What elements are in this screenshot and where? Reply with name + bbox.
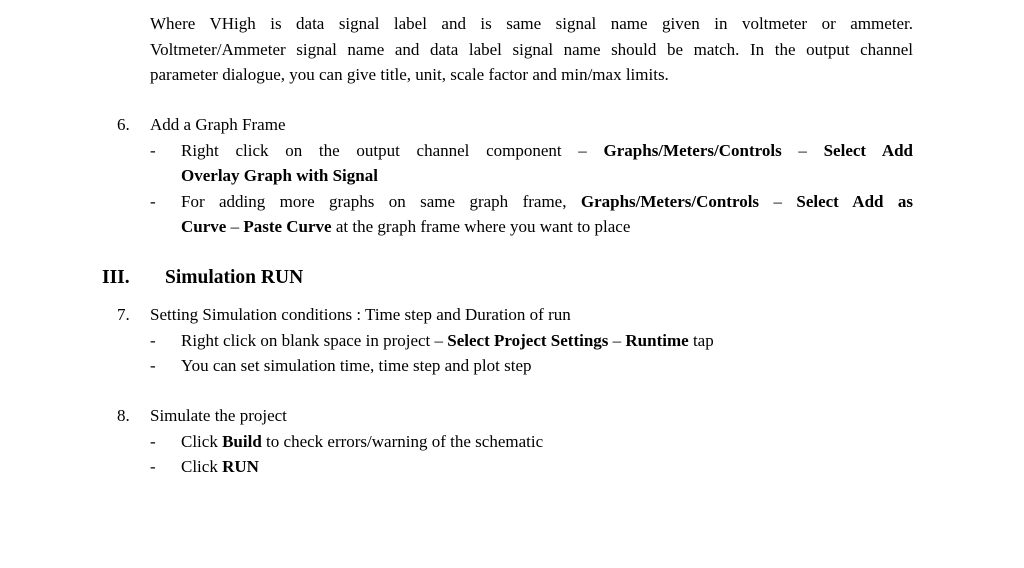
bullet-bold-text: Select Project Settings: [447, 330, 609, 350]
bullet-text: –: [759, 191, 797, 211]
bullet-dash: -: [150, 457, 156, 476]
step-number: 7.: [117, 305, 130, 324]
bullet-text: Right click on blank space in project –: [181, 330, 448, 350]
bullet-item: [150, 328, 913, 354]
section-number: III.: [102, 267, 130, 288]
bullet-item: [150, 138, 913, 189]
bullet-bold-text: Runtime: [625, 330, 689, 350]
bullet-item: [150, 429, 913, 455]
bullet-item: [150, 189, 913, 240]
step-7: [117, 302, 913, 379]
bullet-text: Click: [181, 431, 223, 451]
bullet-dash: -: [150, 330, 156, 350]
section-heading: [102, 265, 303, 291]
section-title: Simulation RUN: [165, 267, 304, 288]
bullet-bold-text: Graphs/Meters/Controls: [580, 191, 760, 211]
bullet-text: –: [608, 330, 626, 350]
intro-paragraph: [150, 11, 913, 88]
bullet-bold-text: Select Add: [823, 140, 914, 160]
bullet-text: For adding more graphs on same graph frame,: [181, 191, 581, 211]
bullet-bold-text: Paste Curve: [243, 217, 332, 236]
bullet-bold-text: Curve: [181, 217, 227, 236]
bullet-text: –: [781, 140, 824, 160]
step-title: Setting Simulation conditions : Time step and Duration of run: [150, 305, 571, 324]
bullet-dash: -: [150, 140, 156, 160]
bullet-bold-text: Select Add as: [796, 191, 914, 211]
bullet-item: [150, 454, 913, 480]
bullet-dash: -: [150, 356, 156, 375]
bullet-bold-text: Build: [222, 431, 262, 451]
bullet-text: You can set simulation time, time step and plot step: [181, 356, 532, 375]
step-title: Simulate the project: [150, 406, 287, 425]
step-number: 8.: [117, 406, 130, 425]
bullet-bold-text: Overlay Graph with Signal: [181, 166, 378, 185]
intro-line: Voltmeter/Ammeter signal name and data label signal name should be match. In the output channel: [150, 39, 913, 59]
bullet-bold-text: RUN: [222, 457, 259, 476]
intro-line: parameter dialogue, you can give title, unit, scale factor and min/max limits.: [150, 65, 669, 84]
step-number: 6.: [117, 115, 130, 134]
bullet-text: Click: [181, 457, 223, 476]
bullet-text: at the graph frame where you want to place: [331, 217, 631, 236]
bullet-text: to check errors/warning of the schematic: [261, 431, 544, 451]
bullet-text: –: [226, 217, 244, 236]
bullet-item: [150, 353, 913, 379]
step-title: Add a Graph Frame: [150, 115, 286, 134]
intro-line: Where VHigh is data signal label and is same signal name given in voltmeter or ammeter.: [150, 14, 913, 33]
bullet-dash: -: [150, 191, 156, 211]
bullet-text: tap: [688, 330, 714, 350]
bullet-text: Right click on the output channel component –: [181, 140, 604, 160]
bullet-bold-text: Graphs/Meters/Controls: [603, 140, 782, 160]
step-8: [117, 403, 913, 480]
bullet-dash: -: [150, 431, 156, 451]
step-6: [117, 112, 913, 240]
